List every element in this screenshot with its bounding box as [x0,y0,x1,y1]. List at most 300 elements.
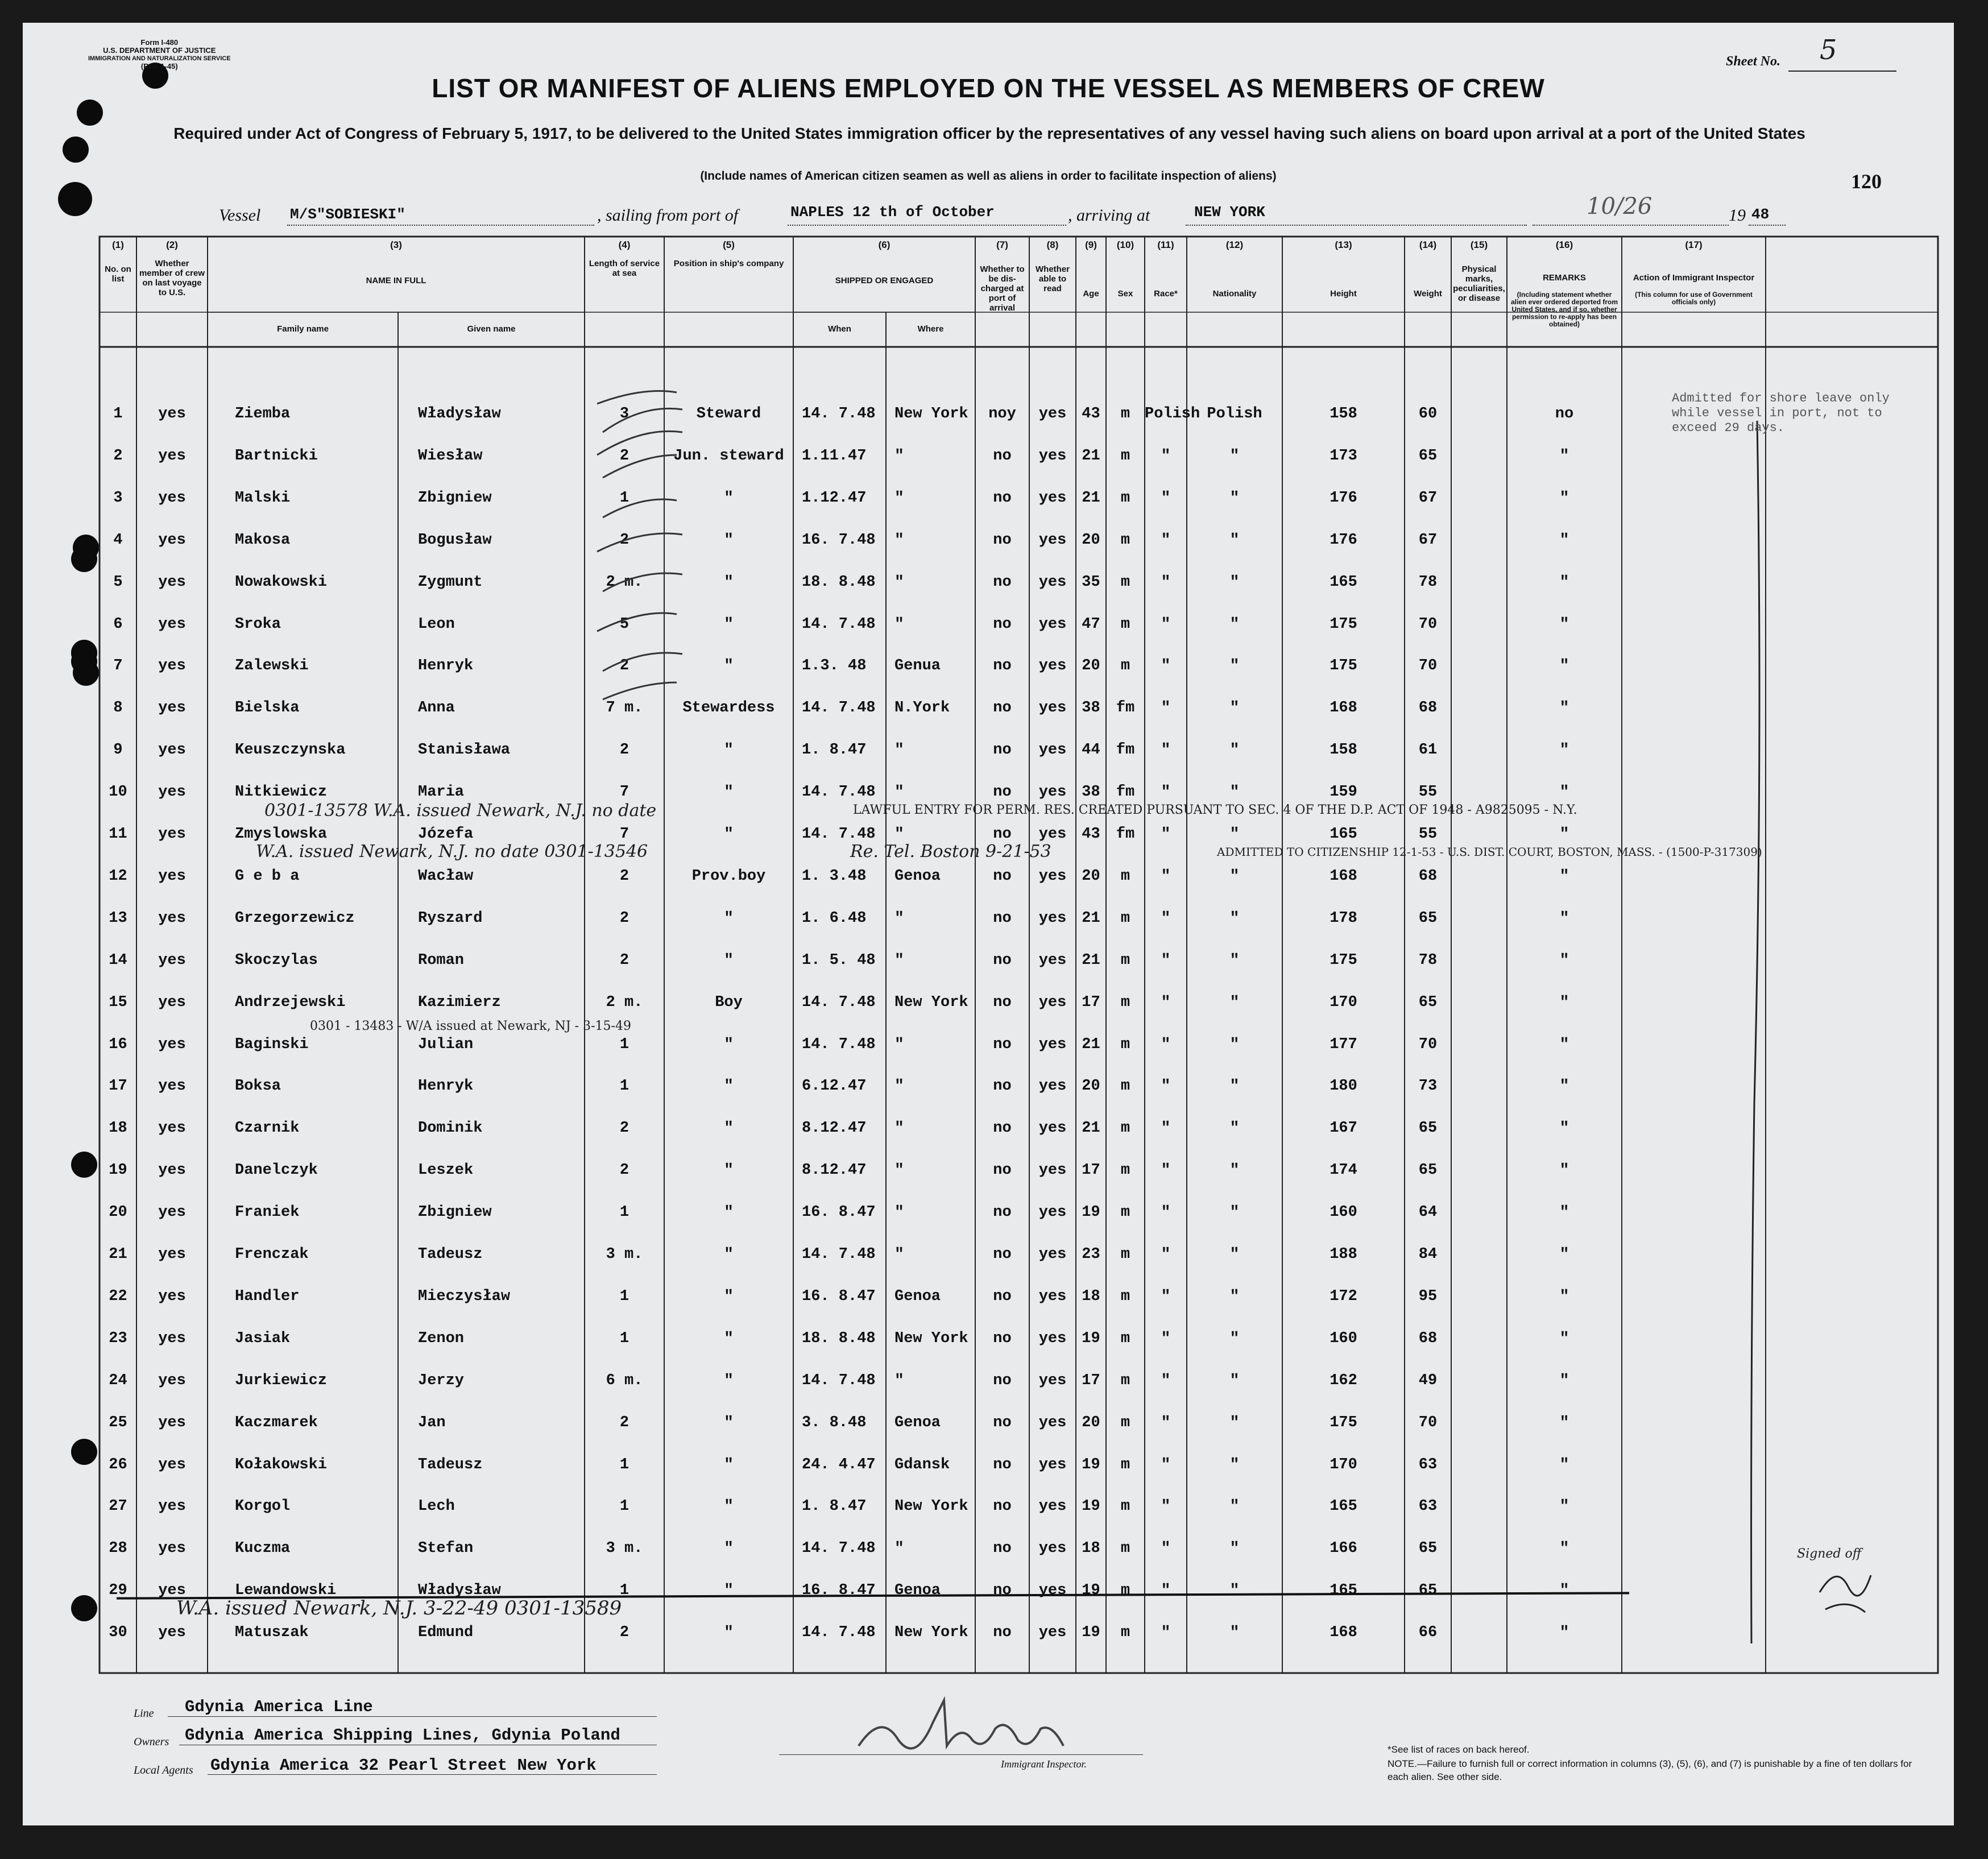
row-race: " [1161,489,1171,507]
row-where: " [894,909,904,928]
row-race: " [1161,1372,1171,1390]
row-height: 168 [1330,867,1357,885]
column-number: (3) [390,239,402,250]
column-header-detail: (This column for use of Government officials only) [1635,291,1753,306]
row-service: 1 [619,1456,629,1473]
row-read: yes [1038,1414,1067,1431]
row-position: " [724,615,734,634]
column-subheader: Given name [467,324,516,334]
row-age: 43 [1082,405,1100,423]
row-crew: yes [158,867,186,885]
row-position: " [724,657,734,676]
row-height: 172 [1330,1287,1357,1305]
row-no: 15 [109,993,127,1011]
row-nationality: " [1229,1204,1240,1222]
row-service: 3 m. [606,1540,643,1558]
row-family: Franiek [235,1204,300,1222]
row-given: Dominik [418,1120,483,1137]
row-position: " [724,1624,734,1642]
row-position: " [724,1498,734,1516]
row-where: " [894,1540,904,1558]
row-weight: 70 [1418,1036,1438,1053]
row-race: " [1161,1582,1171,1600]
inspector-line [779,1754,1143,1755]
row-discharged: no [993,784,1012,801]
row-remarks: " [1559,1246,1569,1264]
row-discharged: no [993,1414,1012,1431]
row-race: " [1161,1287,1171,1306]
row-crew: yes [158,1120,186,1137]
races-note: *See list of races on back hereof. [1388,1744,1530,1755]
row-age: 17 [1082,1372,1100,1389]
row-sex: m [1120,1120,1130,1137]
row-discharged: no [993,1204,1012,1222]
row-weight: 65 [1418,1582,1438,1600]
row-remarks: " [1559,826,1569,843]
row-age: 21 [1082,951,1100,969]
row-read: yes [1038,447,1067,465]
row-sex: m [1120,951,1130,969]
row-crew: yes [158,909,186,927]
row-weight: 95 [1418,1287,1438,1305]
row-remarks: " [1559,447,1569,465]
row-family: G e b a [235,867,300,885]
row-weight: 63 [1418,1456,1438,1473]
row-sex: m [1120,1162,1130,1179]
row-height: 165 [1330,573,1357,591]
row-discharged: no [993,531,1012,549]
column-header: SHIPPED OR ENGAGED [835,276,934,285]
row-race: " [1161,1540,1171,1558]
column-header: Race* [1154,289,1178,299]
row-crew: yes [158,1162,186,1179]
row-height: 158 [1330,405,1357,423]
row-crew: yes [158,615,186,633]
row-given: Władysław [418,405,501,423]
row-family: Lewandowski [235,1582,337,1600]
row-nationality: Polish [1207,405,1262,423]
row-sex: m [1120,615,1130,633]
row-height: 165 [1330,1582,1357,1600]
row-family: Czarnik [235,1120,300,1137]
row-read: yes [1038,573,1067,591]
row-when: 1. 3.48 [802,867,867,885]
column-subheader: When [828,324,851,334]
row-family: Nowakowski [235,573,328,591]
row-position: " [724,951,734,970]
row-where: " [894,489,904,507]
row-read: yes [1038,1120,1067,1137]
column-header: Whether able to read [1036,264,1070,293]
row-when: 6.12.47 [802,1078,867,1095]
row-weight: 65 [1418,993,1438,1011]
row-where: " [894,1120,904,1138]
row-given: Kazimierz [418,993,501,1011]
row-nationality: " [1229,993,1240,1012]
row-discharged: no [993,699,1012,717]
row-where: " [894,1246,904,1264]
column-number: (12) [1225,239,1244,250]
column-header-detail: (Including statement whether alien ever ordered deported from United States, and if so, whether permission to re-apply has been obtained) [1510,291,1618,328]
row-no: 17 [109,1078,127,1095]
row-no: 24 [109,1372,127,1389]
column-number: (14) [1419,239,1437,250]
row-where: " [894,1162,904,1180]
row-age: 21 [1082,1120,1100,1137]
column-header: No. on list [105,264,131,284]
row-race: " [1161,1162,1171,1180]
row-height: 159 [1330,784,1357,801]
row-height: 166 [1330,1540,1357,1558]
row-when: 14. 7.48 [802,1372,876,1389]
row-family: Zmyslowska [235,826,328,843]
row-service: 3 [619,405,629,423]
row-service: 2 [619,1120,629,1137]
row-no: 7 [113,657,123,675]
row-age: 43 [1082,826,1100,843]
row-nationality: " [1229,1498,1240,1516]
row-nationality: " [1229,1372,1240,1390]
row-sex: m [1120,1372,1130,1389]
row-discharged: no [993,1498,1012,1516]
form-number: Form I-480 [140,38,179,47]
row-where: N.York [894,699,950,717]
row-age: 19 [1082,1624,1100,1642]
row-when: 14. 7.48 [802,405,876,423]
row-family: Kaczmarek [235,1414,318,1431]
column-number: (17) [1685,239,1703,250]
row-crew: yes [158,1330,186,1347]
row-discharged: no [993,993,1012,1011]
row-crew: yes [158,993,186,1011]
row-race: " [1161,784,1171,802]
row-height: 175 [1330,951,1357,969]
row-service: 1 [619,1078,629,1095]
row-crew: yes [158,1582,186,1600]
row-position: " [724,1078,734,1096]
column-number: (7) [996,239,1008,250]
row-given: Leszek [418,1162,474,1179]
row-read: yes [1038,1287,1067,1305]
row-service: 2 [619,657,629,675]
row-no: 5 [113,573,123,591]
row-service: 3 m. [606,1246,643,1263]
row-when: 1.11.47 [802,447,867,465]
row-no: 1 [113,405,123,423]
column-number: (5) [723,239,735,250]
row-given: Lech [418,1498,455,1516]
row-age: 17 [1082,1162,1100,1179]
row-when: 14. 7.48 [802,1246,876,1263]
row-family: Grzegorzewicz [235,909,355,927]
row-family: Bartnicki [235,447,318,465]
annotation-row11-citizenship: ADMITTED TO CITIZENSHIP 12-1-53 - U.S. DIST. COURT, BOSTON, MASS. - (1500-P-317309) [1217,845,1762,859]
row-nationality: " [1229,615,1240,634]
row-weight: 65 [1418,447,1438,465]
row-nationality: " [1229,1414,1240,1432]
row-when: 14. 7.48 [802,615,876,633]
row-read: yes [1038,742,1067,759]
row-read: yes [1038,1624,1067,1642]
row-remarks: " [1559,1498,1569,1516]
row-read: yes [1038,1330,1067,1347]
annotation-row11-telegram: Re. Tel. Boston 9-21-53 [850,842,1051,862]
row-nationality: " [1229,573,1240,591]
signed-off-note: Signed off [1797,1547,1862,1561]
row-when: 16. 7.48 [802,531,876,549]
row-given: Ryszard [418,909,483,927]
row-service: 1 [619,489,629,507]
row-crew: yes [158,699,186,717]
row-nationality: " [1229,1120,1240,1138]
row-read: yes [1038,1372,1067,1389]
page-subtitle: Required under Act of Congress of February 5, 1917, to be delivered to the United States immigration officer by the representatives of any vessel having such aliens on board upon arrival at a port of the United States [173,125,1805,142]
row-remarks: " [1559,742,1569,760]
row-weight: 67 [1418,531,1438,549]
row-service: 2 [619,909,629,927]
column-number: (16) [1555,239,1573,250]
row-service: 1 [619,1204,629,1222]
row-when: 14. 7.48 [802,1036,876,1053]
row-weight: 70 [1418,1414,1438,1431]
row-crew: yes [158,1372,186,1389]
row-no: 9 [113,742,123,759]
column-header: Sex [1117,289,1133,299]
row-discharged: no [993,1372,1012,1389]
row-weight: 55 [1418,784,1438,801]
row-position: " [724,1246,734,1264]
row-discharged: no [993,573,1012,591]
row-read: yes [1038,405,1067,423]
row-where: " [894,615,904,634]
row-nationality: " [1229,1246,1240,1264]
row-where: Genoa [894,1287,941,1305]
annotation-row11: W.A. issued Newark, N.J. no date 0301-13546 [256,842,648,862]
column-number: (10) [1116,239,1134,250]
row-position: " [724,1036,734,1054]
row-when: 24. 4.47 [802,1456,876,1473]
row-no: 20 [109,1204,127,1222]
line-underline [168,1716,657,1717]
inspector-label: Immigrant Inspector. [1001,1758,1087,1770]
row-nationality: " [1229,1540,1240,1558]
sheet-number-value: 5 [1820,34,1837,66]
row-sex: m [1120,909,1130,927]
row-nationality: " [1229,1624,1240,1642]
signed-off-scribble [1814,1558,1882,1621]
row-height: 177 [1330,1036,1357,1053]
row-remarks: " [1559,1162,1569,1180]
row-nationality: " [1229,447,1240,465]
row-weight: 78 [1418,573,1438,591]
row-service: 1 [619,1330,629,1347]
row-family: Makosa [235,531,291,549]
row-read: yes [1038,1078,1067,1095]
row-remarks: " [1559,993,1569,1012]
row-given: Stanisława [418,742,511,759]
row-sex: m [1120,531,1130,549]
row-no: 26 [109,1456,127,1473]
row-crew: yes [158,573,186,591]
row-service: 1 [619,1498,629,1516]
row-crew: yes [158,826,186,843]
row-service: 7 m. [606,699,643,717]
row-position: " [724,1582,734,1600]
row-no: 30 [109,1624,127,1642]
column-number: (13) [1335,239,1352,250]
row-when: 16. 8.47 [802,1287,876,1305]
row-height: 178 [1330,909,1357,927]
row-remarks: " [1559,1540,1569,1558]
row-crew: yes [158,1036,186,1053]
row-age: 19 [1082,1498,1100,1516]
sailing-label: , sailing from port of [597,206,739,225]
column-number: (11) [1157,239,1174,250]
row-nationality: " [1229,1582,1240,1600]
column-number: (8) [1046,239,1059,250]
row-crew: yes [158,1498,186,1516]
row-age: 21 [1082,489,1100,507]
row-no: 19 [109,1162,127,1179]
row-family: Jurkiewicz [235,1372,328,1389]
row-position: " [724,1287,734,1306]
row-position: " [724,784,734,802]
owners-value: Gdynia America Shipping Lines, Gdynia Poland [185,1726,620,1745]
row-discharged: no [993,657,1012,675]
owners-label: Owners [134,1736,169,1748]
row-discharged: no [993,1330,1012,1347]
row-height: 188 [1330,1246,1357,1263]
row-crew: yes [158,1246,186,1263]
row-position: " [724,1414,734,1432]
row-read: yes [1038,1540,1067,1558]
row-weight: 70 [1418,657,1438,675]
row-position: Boy [715,993,743,1011]
row-crew: yes [158,784,186,801]
row-where: " [894,447,904,465]
row-remarks: " [1559,657,1569,676]
row-family: Korgol [235,1498,291,1516]
column-header: Length of service at sea [589,259,660,278]
annotation-row15: 0301 - 13483 - W/A issued at Newark, NJ - 3-15-49 [310,1019,631,1033]
row-weight: 68 [1418,699,1438,717]
row-service: 1 [619,1582,629,1600]
row-no: 8 [113,699,123,717]
row-service: 1 [619,1287,629,1305]
row-age: 21 [1082,447,1100,465]
row-no: 2 [113,447,123,465]
row-weight: 67 [1418,489,1438,507]
remarks-ditto-line [1740,421,1774,1672]
row-position: Jun. steward [673,447,784,465]
row-race: " [1161,909,1171,928]
row-height: 165 [1330,1498,1357,1516]
column-header: Whether to be dis-charged at port of arrival [980,264,1025,313]
row-discharged: no [993,826,1012,843]
row-position: " [724,1456,734,1474]
row-remarks: " [1559,1330,1569,1348]
row-given: Tadeusz [418,1246,483,1263]
row-discharged: no [993,489,1012,507]
row-when: 8.12.47 [802,1162,867,1179]
row-position: Stewardess [682,699,775,717]
row-sex: m [1120,489,1130,507]
row-race: " [1161,1078,1171,1096]
row-where: New York [894,1498,968,1516]
column-number: (4) [618,239,631,250]
row-service: 7 [619,826,629,843]
row-where: " [894,1036,904,1054]
row-remarks: " [1559,699,1569,718]
row-sex: m [1120,573,1130,591]
row-read: yes [1038,1246,1067,1263]
row-sex: m [1120,1414,1130,1431]
vessel-label: Vessel [219,206,261,225]
column-header: Whether member of crew on last voyage to U.S. [139,259,205,297]
row-age: 19 [1082,1330,1100,1347]
row-position: Steward [696,405,761,423]
row-position: " [724,1120,734,1138]
row-discharged: no [993,1246,1012,1263]
row-given: Bogusław [418,531,492,549]
agents-underline [208,1774,657,1775]
row-remarks: no [1555,405,1574,423]
row-discharged: no [993,1456,1012,1473]
row-where: " [894,1204,904,1222]
row-when: 8.12.47 [802,1120,867,1137]
row-crew: yes [158,1456,186,1473]
row-sex: m [1120,1498,1130,1516]
row-race: " [1161,531,1171,549]
row-family: Malski [235,489,291,507]
row-weight: 65 [1418,1162,1438,1179]
row-sex: fm [1116,784,1135,801]
row-where: Gdansk [894,1456,950,1473]
row-race: " [1161,1414,1171,1432]
form-department: U.S. DEPARTMENT OF JUSTICE [103,46,216,55]
column-header: Nationality [1212,289,1257,299]
row-crew: yes [158,1078,186,1095]
line-label: Line [134,1707,154,1720]
row-remarks: " [1559,573,1569,591]
row-no: 25 [109,1414,127,1431]
row-position: " [724,1540,734,1558]
pencil-marks [591,381,694,836]
row-where: Genoa [894,1582,941,1600]
sheet-number-label: Sheet No. [1726,54,1780,69]
agents-label: Local Agents [134,1764,193,1777]
row-race: " [1161,1120,1171,1138]
row-nationality: " [1229,489,1240,507]
row-read: yes [1038,699,1067,717]
row-given: Jan [418,1414,446,1431]
column-subheader: Family name [277,324,329,334]
row-no: 13 [109,909,127,927]
row-nationality: " [1229,951,1240,970]
row-crew: yes [158,531,186,549]
row-nationality: " [1229,699,1240,718]
row-height: 180 [1330,1078,1357,1095]
row-given: Henryk [418,657,474,675]
row-age: 21 [1082,1036,1100,1053]
column-number: (15) [1470,239,1488,250]
row-race: " [1161,447,1171,465]
row-nationality: " [1229,826,1240,843]
annotation-row10-entry: LAWFUL ENTRY FOR PERM. RES. CREATED PURSUANT TO SEC. 4 OF THE D.P. ACT OF 1948 - A9825095 - N.Y. [853,803,1577,817]
row-weight: 65 [1418,1540,1438,1558]
row-height: 162 [1330,1372,1357,1389]
row-height: 160 [1330,1204,1357,1222]
